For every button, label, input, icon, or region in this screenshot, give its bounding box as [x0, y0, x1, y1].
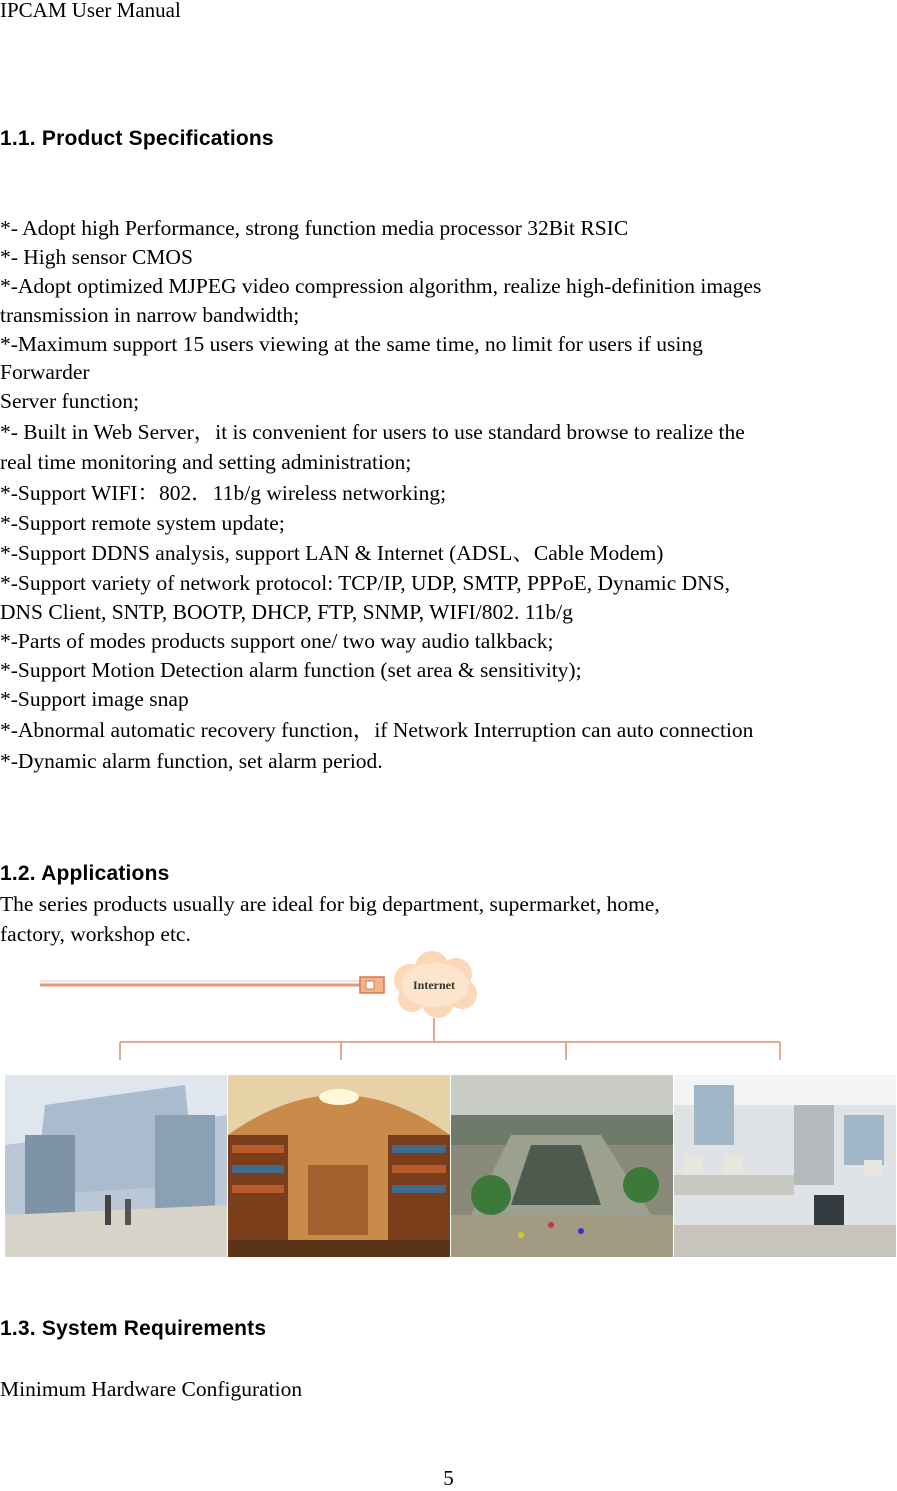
office-lobby-photo: [5, 1075, 227, 1257]
spec-line: transmission in narrow bandwidth;: [0, 303, 300, 327]
page-number: 5: [443, 1466, 454, 1490]
spec-line: *-Abnormal automatic recovery function，if Network Interruption can auto connection: [0, 718, 754, 742]
network-diagram: [0, 950, 897, 1260]
shopping-mall-photo: [451, 1075, 673, 1257]
applications-text-line: The series products usually are ideal for big department, supermarket, home,: [0, 892, 660, 916]
spec-line: *- High sensor CMOS: [0, 245, 193, 269]
running-header: IPCAM User Manual: [0, 0, 181, 22]
spec-line: *- Built in Web Server，it is convenient for users to use standard browse to realize the: [0, 420, 745, 444]
section-title-specifications: 1.1. Product Specifications: [0, 127, 274, 150]
spec-line: Forwarder: [0, 360, 90, 384]
spec-line: DNS Client, SNTP, BOOTP, DHCP, FTP, SNMP, WIFI/802. 11b/g: [0, 600, 573, 624]
spec-line: *-Support DDNS analysis, support LAN & Internet (ADSL、Cable Modem): [0, 541, 664, 565]
system-requirements-text: Minimum Hardware Configuration: [0, 1377, 303, 1401]
spec-line: *-Maximum support 15 users viewing at the same time, no limit for users if using: [0, 332, 703, 356]
applications-text-line: factory, workshop etc.: [0, 922, 191, 946]
spec-line: *-Support variety of network protocol: TCP/IP, UDP, SMTP, PPPoE, Dynamic DNS,: [0, 571, 731, 595]
cloud-label: Internet: [413, 978, 455, 992]
library-photo: [228, 1075, 450, 1257]
section-title-applications: 1.2. Applications: [0, 862, 170, 885]
spec-line: Server function;: [0, 389, 140, 413]
spec-line: *-Support WIFI：802．11b/g wireless networking;: [0, 481, 447, 505]
spec-line: *-Support remote system update;: [0, 511, 285, 535]
network-lines: [0, 950, 897, 1075]
spec-line: *-Dynamic alarm function, set alarm period.: [0, 749, 383, 773]
spec-line: *- Adopt high Performance, strong function media processor 32Bit RSIC: [0, 216, 629, 240]
section-title-system-requirements: 1.3. System Requirements: [0, 1317, 267, 1340]
office-workshop-photo: [674, 1075, 896, 1257]
spec-line: real time monitoring and setting administration;: [0, 450, 412, 474]
spec-line: *-Support image snap: [0, 687, 189, 711]
spec-line: *-Support Motion Detection alarm function (set area & sensitivity);: [0, 658, 582, 682]
spec-line: *-Adopt optimized MJPEG video compression algorithm, realize high-definition images: [0, 274, 762, 298]
spec-line: *-Parts of modes products support one/ two way audio talkback;: [0, 629, 554, 653]
